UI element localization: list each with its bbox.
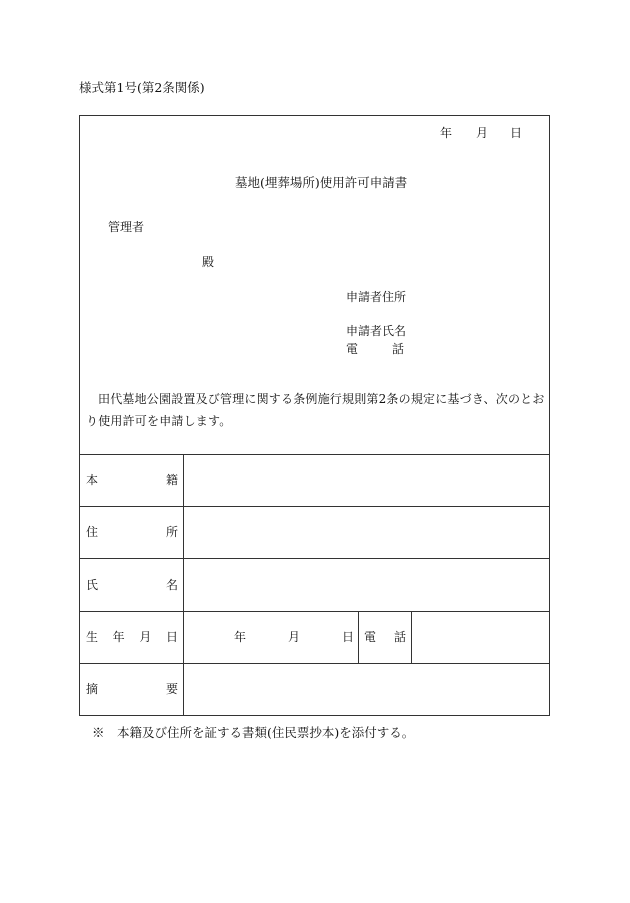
table-phone-label (364, 631, 406, 643)
table-line-1 (79, 454, 550, 455)
label-char: 摘 (86, 682, 99, 696)
body-text: 田代墓地公園設置及び管理に関する条例施行規則第2条の規定に基づき、次のとおり使用許可を申請します。 (86, 392, 545, 428)
footnote: ※ 本籍及び住所を証する書類(住民票抄本)を添付する。 (92, 725, 415, 740)
date-month: 月 (476, 126, 489, 140)
table-line-4 (79, 611, 550, 612)
label-char: 氏 (86, 578, 99, 592)
table-line-3 (79, 558, 550, 559)
date-day: 日 (510, 126, 523, 140)
label-char: 本 (86, 473, 99, 487)
label-column-divider (183, 454, 184, 716)
label-char: 月 (139, 630, 152, 644)
date-year: 年 (440, 126, 453, 140)
phone-char-2: 話 (391, 342, 404, 356)
row-label-birthdate (86, 631, 178, 643)
label-char: 籍 (165, 473, 178, 487)
birth-phone-divider-1 (358, 611, 359, 663)
row-label-summary (86, 683, 178, 695)
birth-year-unit: 年 (234, 630, 247, 644)
label-char: 名 (165, 578, 178, 592)
label-char: 生 (86, 630, 99, 644)
table-line-2 (79, 506, 550, 507)
label-char: 日 (165, 630, 178, 644)
phone-char-2: 話 (393, 630, 406, 644)
row-label-address (86, 526, 178, 538)
applicant-name-label: 申請者氏名 (346, 324, 407, 338)
label-char: 要 (165, 682, 178, 696)
applicant-phone-label (346, 343, 404, 355)
birth-phone-divider-2 (411, 611, 412, 663)
form-title: 墓地(埋葬場所)使用許可申請書 (235, 175, 408, 190)
table-line-5 (79, 663, 550, 664)
applicant-address-label: 申請者住所 (346, 290, 407, 304)
birth-day-unit: 日 (342, 630, 355, 644)
label-char: 所 (165, 525, 178, 539)
row-label-name (86, 579, 178, 591)
label-char: 年 (112, 630, 125, 644)
form-id: 様式第1号(第2条関係) (79, 80, 205, 95)
row-label-honseki (86, 474, 178, 486)
addressee: 管理者 (108, 220, 145, 234)
phone-char-1: 電 (346, 342, 359, 356)
birth-month-unit: 月 (288, 630, 301, 644)
label-char: 住 (86, 525, 99, 539)
phone-char-1: 電 (364, 630, 377, 644)
honorific: 殿 (202, 255, 215, 269)
